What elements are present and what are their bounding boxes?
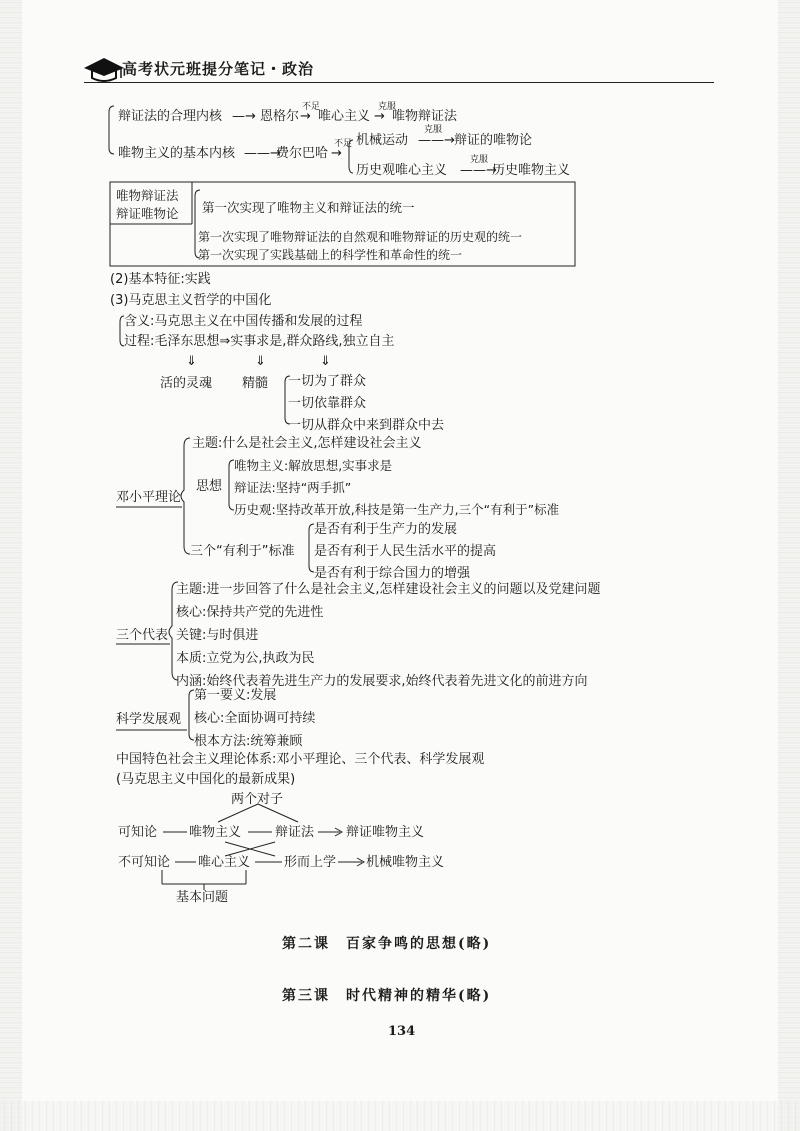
three-beneficial-label: 三个“有利于”标准: [190, 544, 295, 559]
sinicization-meaning: 含义:马克思主义在中国传播和发展的过程: [124, 314, 363, 329]
materialist-dialectics-label: 唯物辩证法: [392, 109, 458, 124]
thought-label: 思想: [196, 479, 223, 494]
sinicization-title: (3)马克思主义哲学的中国化: [110, 293, 272, 308]
scan-edge-right: [778, 0, 800, 1131]
page-number: 134: [388, 1024, 416, 1039]
arrow: ——→: [244, 146, 281, 161]
mass-line-item: 一切从群众中来到群众中去: [288, 418, 445, 433]
scan-edge-left: [0, 0, 22, 1131]
mass-line-item: 一切依靠群众: [288, 396, 367, 411]
three-represents-item: 本质:立党为公,执政为民: [176, 651, 315, 666]
hegel-label: 恩格尔: [260, 109, 300, 124]
theory-system: 中国特色社会主义理论体系:邓小平理论、三个代表、科学发展观: [116, 752, 485, 767]
scan-edge-bottom: [0, 1101, 800, 1131]
materialism-label: 唯物主义: [189, 825, 242, 840]
graduation-cap-icon: [0, 0, 800, 90]
dialectical-materialism-label: 辩证唯物主义: [346, 825, 425, 840]
essence-label: 精髓: [242, 376, 269, 391]
idealism-label: 唯心主义: [318, 109, 371, 124]
three-represents-label: 三个代表: [116, 628, 169, 643]
scientific-item: 根本方法:统筹兼顾: [194, 734, 303, 749]
down-arrow-icon: ⇓: [320, 354, 331, 369]
theory-system-note: (马克思主义中国化的最新成果): [116, 772, 296, 787]
arrow: —→: [232, 109, 256, 124]
box-line3: 第一次实现了实践基础上的科学性和革命性的统一: [198, 248, 463, 262]
thought-item: 唯物主义:解放思想,实事求是: [234, 458, 393, 473]
three-represents-item: 核心:保持共产党的先进性: [176, 605, 324, 620]
box-line1: 第一次实现了唯物主义和辩证法的统一: [202, 200, 415, 215]
lesson-3-heading: 第三课 时代精神的精华(略): [282, 988, 492, 1004]
deng-theme: 主题:什么是社会主义,怎样建设社会主义: [192, 436, 422, 451]
historical-idealism-label: 历史观唯心主义: [356, 163, 448, 178]
three-beneficial-item: 是否有利于人民生活水平的提高: [314, 544, 497, 559]
overcome-label: 克服: [470, 155, 489, 165]
box-left-line2: 辩证唯物论: [116, 206, 179, 221]
down-arrow-icon: ⇓: [255, 354, 266, 369]
knowability-label: 可知论: [118, 825, 158, 840]
dialectics-label: 辩证法: [275, 825, 315, 840]
overcome-label: 克服: [378, 102, 397, 112]
historical-materialism-label: 历史唯物主义: [492, 163, 571, 178]
basic-question-label: 基本问题: [176, 890, 229, 905]
three-beneficial-item: 是否有利于生产力的发展: [314, 522, 458, 537]
three-beneficial-item: 是否有利于综合国力的增强: [314, 566, 471, 581]
box-line2: 第一次实现了唯物辩证法的自然观和唯物辩证的历史观的统一: [198, 230, 523, 244]
header-rule: [84, 82, 714, 83]
idealism-label: 唯心主义: [198, 855, 251, 870]
basic-feature: (2)基本特征:实践: [110, 272, 211, 287]
insufficient-label: 不足: [302, 102, 321, 112]
rational-core-label: 辩证法的合理内核: [118, 109, 223, 124]
insufficient-label: 不足: [334, 139, 353, 149]
lesson-2-heading: 第二课 百家争鸣的思想(略): [282, 936, 492, 952]
thought-item: 辩证法:坚持“两手抓”: [234, 480, 352, 495]
sinicization-process: 过程:毛泽东思想⇒实事求是,群众路线,独立自主: [124, 334, 395, 349]
mechanical-materialism-label: 机械唯物主义: [366, 855, 445, 870]
three-represents-item: 关键:与时俱进: [176, 628, 259, 643]
overcome-label: 克服: [424, 125, 443, 135]
three-represents-item: 主题:进一步回答了什么是社会主义,怎样建设社会主义的问题以及党建问题: [176, 582, 601, 597]
metaphysics-label: 形而上学: [284, 855, 337, 870]
scientific-item: 核心:全面协调可持续: [194, 711, 316, 726]
living-soul-label: 活的灵魂: [160, 376, 213, 391]
deng-theory-label: 邓小平理论: [116, 490, 182, 505]
materialism-core-label: 唯物主义的基本内核: [118, 146, 236, 161]
scientific-outlook-label: 科学发展观: [116, 712, 182, 727]
two-pairs-label: 两个对子: [231, 792, 284, 807]
agnosticism-label: 不可知论: [118, 855, 171, 870]
down-arrow-icon: ⇓: [186, 354, 197, 369]
mass-line-item: 一切为了群众: [288, 374, 367, 389]
scientific-item: 第一要义:发展: [194, 688, 277, 703]
box-left-line1: 唯物辩证法: [116, 188, 179, 203]
mechanical-motion-label: 机械运动: [356, 133, 409, 148]
header-title: 高考状元班提分笔记・政治: [122, 60, 315, 78]
dialectical-materialism-label: 辩证的唯物论: [454, 133, 533, 148]
feuerbach-label: 费尔巴哈: [276, 146, 329, 161]
thought-item: 历史观:坚持改革开放,科技是第一生产力,三个“有利于”标准: [234, 502, 560, 517]
three-represents-item: 内涵:始终代表着先进生产力的发展要求,始终代表着先进文化的前进方向: [176, 674, 588, 689]
